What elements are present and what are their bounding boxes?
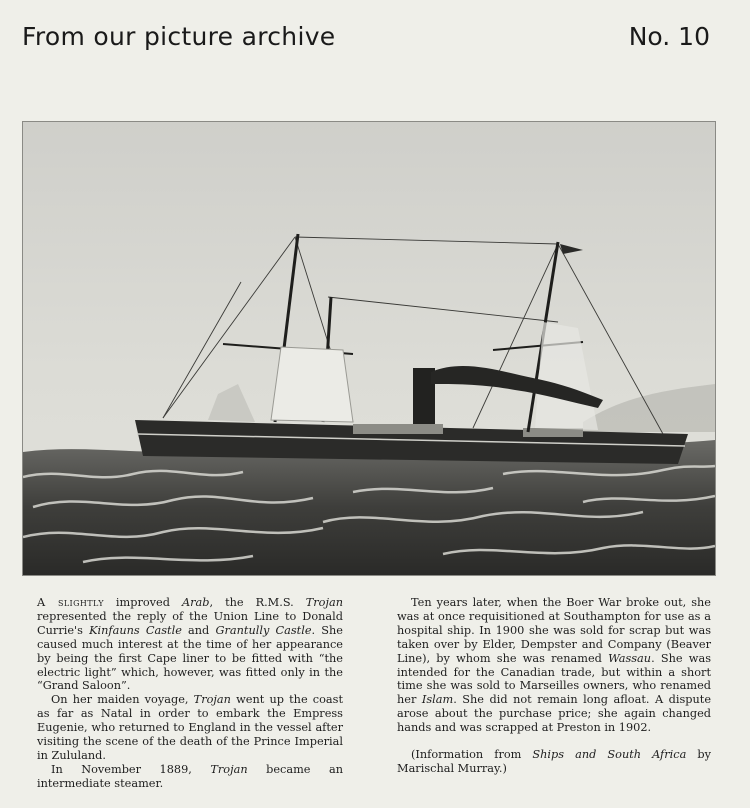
text-run: , the R.M.S.: [209, 596, 306, 609]
text-run: and: [181, 623, 216, 637]
issue-number: No. 10: [628, 22, 710, 51]
ship-name: Grantully Castle: [215, 623, 312, 637]
lead-in-text: A slightly: [37, 596, 104, 609]
ship-name: Wassau: [608, 651, 652, 665]
fore-sail: [271, 347, 353, 422]
text-run: by Marischal Murray.): [397, 748, 711, 775]
text-run: Ten years later, when the Boer War broke out, she was at once requisitioned at Southampton for use as a hospital ship. In 1900 she was sold for scrap but was taken over by Elder, Dempster and Company (Beaver Line), by whom she was renamed: [397, 596, 711, 665]
text-run: . She did not remain long afloat. A dispute arose about the purchase price; she again changed hands and was scrapped at Preston in 1902.: [397, 693, 712, 735]
article-paragraph: [397, 596, 711, 735]
text-run: represented the reply of the Union Line to Donald Currie's: [37, 609, 343, 637]
text-run: became an intermediate steamer.: [37, 762, 343, 790]
ship-name: Trojan: [210, 762, 248, 776]
article-column-left: [37, 596, 343, 791]
text-run: (Information from: [411, 748, 533, 762]
article-column-right: [397, 596, 711, 776]
text-run: . She caused much interest at the time of her appearance by being the first Cape liner to be fitted with “the electric light” which, however, was fitted only in the “Grand Saloon”.: [37, 623, 343, 693]
text-run: went up the coast as far as Natal in order to embark the Empress Eugenie, who returned to England in the vessel after visiting the scene of the death of the Prince Imperial in Zululand.: [37, 693, 344, 762]
text-run: In November 1889,: [51, 762, 211, 776]
text-run: . She was intended for the Canadian trade, but within a short time she was sold to Marseilles owners, who renamed her: [397, 651, 711, 707]
article-paragraph: [37, 763, 343, 791]
steamship-illustration: [22, 121, 716, 576]
ship-name: Trojan: [193, 693, 231, 707]
ship-name: Arab: [181, 596, 210, 609]
ship-name: Trojan: [305, 596, 343, 609]
article-paragraph: [37, 693, 343, 763]
article-paragraph: [37, 596, 343, 693]
text-run: On her maiden voyage,: [51, 693, 194, 707]
book-title: Ships and South Africa: [532, 748, 687, 762]
ship-name: Islam: [421, 693, 454, 707]
text-run: improved: [103, 596, 182, 609]
page-title: From our picture archive: [22, 22, 336, 51]
source-credit: [397, 748, 711, 776]
ship-name: Kinfauns Castle: [89, 623, 182, 637]
